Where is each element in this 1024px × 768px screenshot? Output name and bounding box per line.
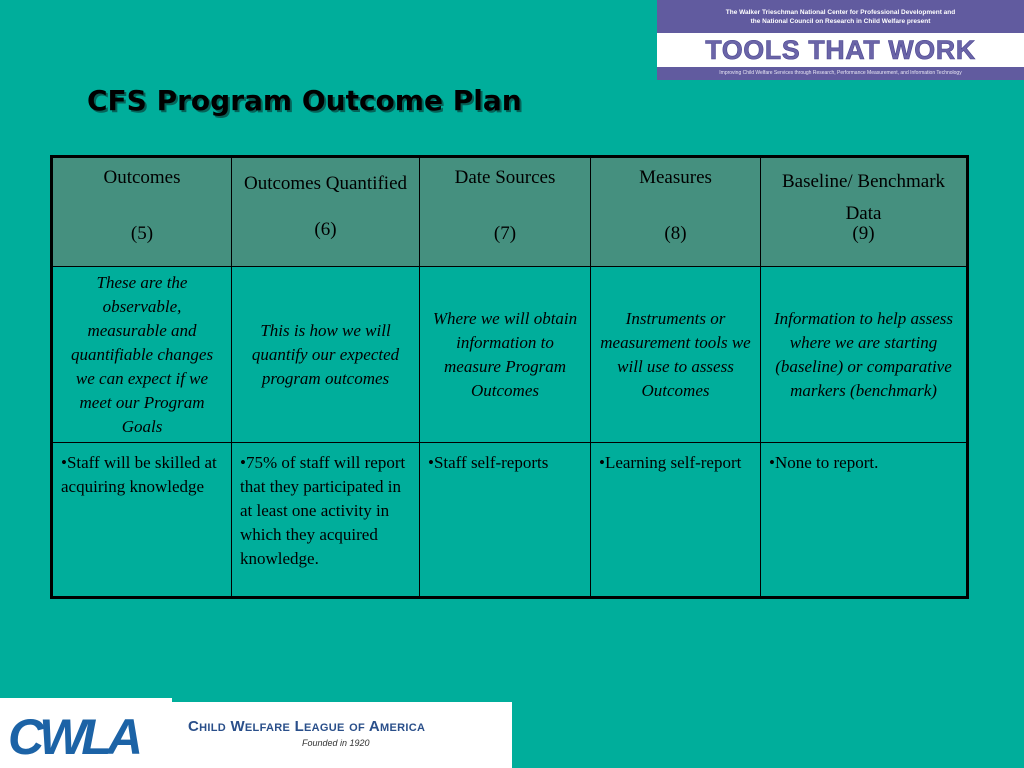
- description-cell-outcomes: These are the observable, measurable and quantifiable changes we can expect if we meet our Program Goals: [52, 267, 232, 443]
- header-cell-outcomes: [52, 157, 232, 267]
- tools-that-work-banner: [657, 0, 1024, 80]
- header-label: Outcomes: [103, 167, 181, 188]
- cwla-logo: [0, 698, 512, 768]
- value-cell-outcomes: •Staff will be skilled at acquiring knowledge: [52, 443, 232, 598]
- header-cell-date-sources: [420, 157, 591, 267]
- header-number: (5): [130, 223, 154, 244]
- cwla-organization-name: Child Welfare League of America: [188, 718, 426, 735]
- header-cell-baseline-benchmark: [761, 157, 968, 267]
- header-number: (9): [852, 223, 875, 244]
- banner-presenters: [657, 0, 1024, 33]
- description-cell-measures: Instruments or measurement tools we will use to assess Outcomes: [591, 267, 761, 443]
- header-cell-measures: [591, 157, 761, 267]
- outcome-plan-table: [50, 155, 969, 599]
- description-cell-outcomes-quantified: This is how we will quantify our expected program outcomes: [232, 267, 420, 443]
- table-values-row: [52, 443, 968, 598]
- table-description-row: [52, 267, 968, 443]
- value-cell-measures: •Learning self-report: [591, 443, 761, 598]
- value-cell-outcomes-quantified: •75% of staff will report that they participated in at least one activity in which they acquired knowledge.: [232, 443, 420, 598]
- cwla-mark: CWLA: [8, 709, 138, 765]
- description-cell-date-sources: Where we will obtain information to measure Program Outcomes: [420, 267, 591, 443]
- header-number: (8): [664, 223, 687, 244]
- table-header-row: [52, 157, 968, 267]
- slide-title: CFS Program Outcome Plan: [87, 84, 522, 117]
- banner-presenters-line-2: the National Council on Research in Child Welfare present: [750, 18, 931, 25]
- description-cell-baseline-benchmark: Information to help assess where we are starting (baseline) or comparative markers (benchmark): [761, 267, 968, 443]
- header-cell-outcomes-quantified: [232, 157, 420, 267]
- header-number: (6): [314, 219, 337, 240]
- header-label: Baseline/ Benchmark Data: [781, 171, 946, 224]
- header-label: Outcomes Quantified: [243, 173, 408, 194]
- value-cell-date-sources: •Staff self-reports: [420, 443, 591, 598]
- header-label: Measures: [639, 167, 712, 188]
- banner-tagline: Improving Child Welfare Services through Research, Performance Measurement, and Information Technology: [657, 67, 1024, 80]
- value-cell-baseline-benchmark: •None to report.: [761, 443, 968, 598]
- header-number: (7): [493, 223, 517, 244]
- header-label: Date Sources: [454, 167, 556, 188]
- logo-stripe: [172, 698, 512, 702]
- banner-presenters-line-1: The Walker Trieschman National Center for Professional Development and: [725, 9, 956, 16]
- cwla-founded-year: Founded in 1920: [302, 738, 370, 748]
- banner-logo-text: TOOLS THAT WORK: [657, 33, 1024, 67]
